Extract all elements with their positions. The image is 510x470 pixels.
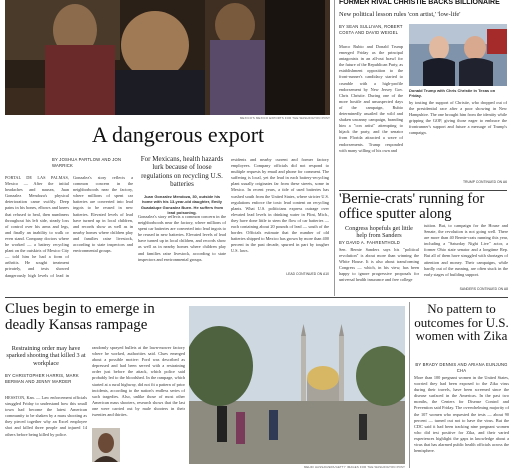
- christie-body-text: Marco Rubio and Donald Trump emerged Friday as the principal antagonists in an all-out brawl for the future of the Republican Party, as establishment opposition to the front-runner's candidacy started to crumble with a high-profile endorsement by New Jersey Gov. Chris Christie. During one of the more hostile and unsuspected days of the campaign, Rubio determinedly assailed the wild and shaken uncanny campaign, branding him a "con artist" attempting to hijack the party, and the senator from Florida attracted a wave of endorsements. Trump responded with many willing of his own and: [339, 44, 403, 153]
- lead-body-middle-left: [73, 175, 133, 278]
- kansas-deck[interactable]: Restraining order may have sparked shooting that killed 3 at workplace: [6, 345, 86, 367]
- lead-body-right-text: residents and nearby current and former factory employees. Company officials did not respond to multiple requests by email and phone for comment. The suffering is local, yet the lead in each battery-recycling plant usually originates far from these streets, some in Mexico. In recent years, a tide of used batteries has washed south from the United States, where stricter U.S. regulations enforce the toxic lead content on recycling plants. What U.S. politicians express outrage over elevated lead levels in drinking water in Flint, Mich., they have done little to stem the flow of car batteries — each containing about 20 pounds of lead — south of the border. Officials estimate that the number of old batteries shipped to Mexico has grown by more than 400 percent in the past decade, spurred in part by tougher U.S. laws.: [231, 157, 329, 254]
- christie-body-right-text: by touting the support of Christie, who dropped out of the presidential race after a poor showing in New Hampshire. The one brought him from the identity while gripping the GOP, giving those eager to embrace the frontrunner's support and future a message of Trump's campaign.: [409, 100, 507, 136]
- christie-byline: BY SEAN SULLIVAN, ROBERT COSTA AND DAVID WEIGEL: [339, 24, 403, 35]
- bernie-deck[interactable]: Congress hopefuls get little help from Sanders: [345, 225, 413, 240]
- kansas-body-right-text: randomly sprayed bullets at the lawn-mower factory where he worked, authorities said. Clues emerged about a possible motive: Ford was described as depressed and had been served with a restraining order just before the attack, which police said probably led to the bloodshed. In the rampage, which started at a rural highway, did not fit a pattern of prior incidents, according to the nation's endless series of such tragedies. Also, unlike those of most other American mass shooters, research shows that the last one were carried out by male shooters in their twenties and thirties.: [92, 345, 185, 418]
- zika-headline[interactable]: No pattern to outcomes for U.S. women with Zika: [414, 301, 509, 344]
- center-photo-credit: MEHDI HASSAN/EPA/GETTY IMAGES FOR THE WASHINGTON POST: [303, 465, 405, 469]
- bernie-body-left-text: Sen. Bernie Sanders says his "political revolution" is about more than winning the White House. It is also about transforming Congress — which, in his view, has been happy to ignore progressive proposals for universal health insurance and free college: [339, 247, 419, 283]
- lead-photo-scene: [5, 0, 330, 115]
- christie-photo-scene: [409, 24, 507, 86]
- kansas-mugshot: [92, 428, 120, 462]
- center-photo: [189, 306, 405, 464]
- kansas-mugshot-face: [92, 428, 120, 462]
- zika-body-text: More than 100 pregnant women in the United States, worried they had been exposed to the Zika virus during their travels, have been screened since the disease surfaced in the Americas. In the past two months, the Centers for Disease Control and Prevention said Friday. The overwhelming majority of the 107 women who requested the tests — about 90 percent — turned out not to have the virus. But the CDC said it had been tracking nine pregnant women who did test positive for Zika, and their varied experiences highlight the gaps in knowledge about a virus that has alarmed public health officials across the hemisphere.: [414, 375, 509, 454]
- lead-body-middle: [138, 214, 226, 278]
- kansas-byline: BY CHRISTOPHER HARRIS, MARK BERMAN AND JENNY MARDER: [5, 373, 79, 384]
- christie-body-left: [339, 44, 403, 186]
- lead-photo: [5, 0, 330, 115]
- lead-body-left-text: PORTAL DE LAS PALMAS, Mexico — After the initial headaches and nausea, Juan Gonzalez Mendoza's physical deterioration came swiftly. Deep pains in his bones, elbows and knees that refused to heal, then numbness throughout his left side, steady loss of control over his arms and legs, and finally an inability to walk or even stand. Company doctors where he worked — a battery recycling plant on the outskirts of Mexico City — told him he had a form of arthritis. He sought treatment privately, and tests showed dangerously high levels of lead in: [5, 175, 69, 278]
- lead-body-mid2-text: Gonzalez's story reflects a common concern in the neighborhoods near the factory, where millions of spent car batteries are converted into lead ingots to be reused in new batteries. Elevated levels of lead have turned up in local children, and records show as well as in nearby homes where children play and families raise livestock, according to state inspectors and environmental groups.: [138, 214, 226, 262]
- column-divider: [334, 0, 335, 296]
- christie-jump[interactable]: TRUMP CONTINUED ON A6: [462, 180, 507, 184]
- lead-headline[interactable]: A dangerous export: [91, 122, 265, 147]
- zika-byline: BY BRADY DENNIS AND ARIANA EUNJUNG CHA: [415, 362, 508, 373]
- lead-body-right: [231, 157, 329, 271]
- christie-body-right: [409, 100, 507, 182]
- zika-body: [414, 375, 509, 470]
- kansas-body-left-text: HESSTON, Kan. — Law enforcement officials struggled Friday to understand how this small town had become the latest American community to be shaken by a mass shooting as they pieced together why an Excel employee shot and killed three people and injured 14 others before being killed by police.: [5, 395, 87, 437]
- bernie-body-right-text: tuition. But, to campaign for the House and Senate, the revolution is not going well. There are more than 40 Bernie-crats running this year, including a "Saturday Night Live" actor, a former Ohio state senator and a longtime Rep. But all of them have struggled with shortages of attention and money. Their campaigns, while hardly out of the running, are often stuck in the early stages of building support.: [424, 223, 508, 277]
- kansas-headline[interactable]: Clues begin to emerge in deadly Kansas rampage: [5, 301, 155, 333]
- center-photo-scene: [189, 306, 405, 464]
- christie-deck[interactable]: New political lesson rules 'con artist,' 'low-life': [339, 11, 461, 18]
- zika-divider: [409, 302, 410, 468]
- christie-photo: [409, 24, 507, 86]
- bernie-headline[interactable]: 'Bernie-crats' running for office sputter along: [339, 191, 485, 223]
- bernie-body-right: [424, 223, 508, 287]
- lead-side-deck[interactable]: For Mexicans, health hazards lurk because of loose regulations on recycling U.S. batteries: [140, 155, 224, 189]
- bernie-byline: BY DAVID A. FAHRENTHOLD: [339, 240, 400, 245]
- lead-jump[interactable]: LEAD CONTINUED ON A10: [286, 272, 329, 276]
- lead-body-left: [5, 175, 69, 278]
- section-rule: [5, 297, 508, 298]
- lead-photo-caption: Juan Gonzalez Mendoza, 30, outside his home with his 13-year-old daughter, Emily Guadalupe Gonzalez Buen. He suffers from lead poisoning.: [140, 194, 224, 216]
- bernie-body-left: [339, 247, 419, 289]
- christie-photo-caption: Donald Trump with Chris Christie in Texas on Friday.: [409, 88, 496, 99]
- bernie-jump[interactable]: SANDERS CONTINUED ON A8: [459, 287, 508, 291]
- lead-byline: BY JOSHUA PARTLOW AND JON WARRICK: [52, 157, 122, 168]
- christie-headline[interactable]: FORMER RIVAL CHRISTIE BACKS BILLIONAIRE: [339, 0, 500, 6]
- lead-body-mid-text: Gonzalez's story reflects a common concern in the neighborhoods near the factory, where millions of spent car batteries are converted into lead ingots to be reused in new batteries. Elevated levels of lead have turned up in local children, and records show as well as in nearby homes where children play and families raise livestock, according to state inspectors and environmental groups.: [73, 175, 133, 254]
- kansas-body-left: [5, 395, 87, 470]
- lead-photo-credit: MEXICO'S MEXICO EXPORTS FOR THE WASHINGTON POST: [239, 116, 330, 120]
